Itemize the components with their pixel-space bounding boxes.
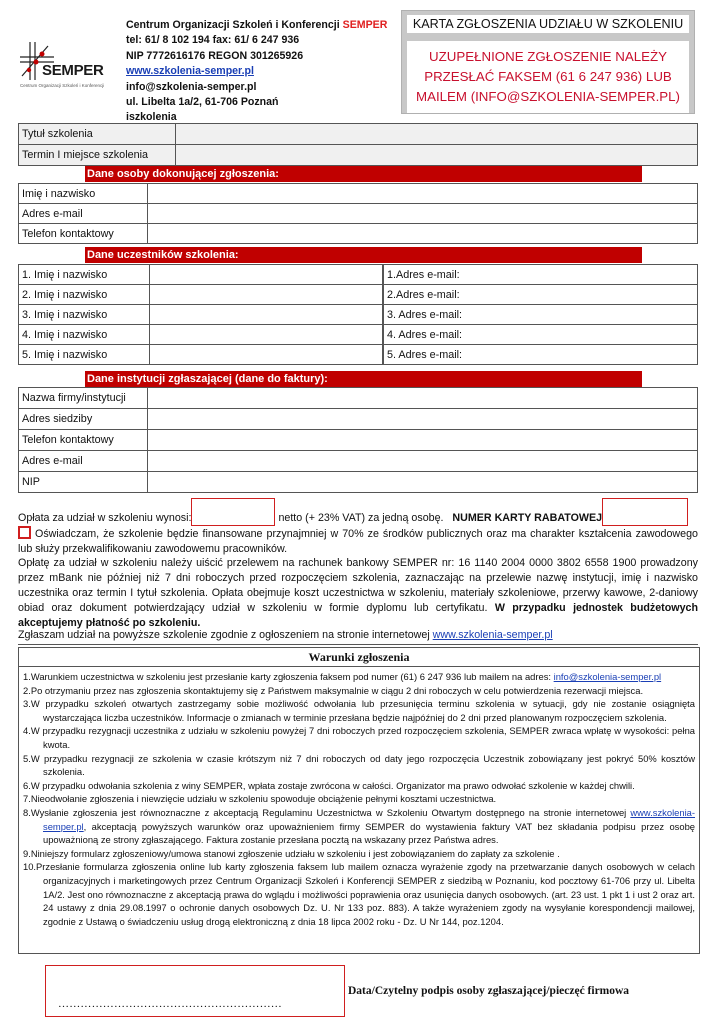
company-extra: iszkolenia	[126, 111, 177, 124]
condition-item: 10.Przesłanie formularza zgłoszenia online lub karty zgłoszenia faksem lub mailem oznacza wyrażenie zgody na przetwarzanie danych osobowych w celach organizacyjnych i marketingowych przez Centrum Organizacji Szkoleń i Konferencji SEMPER z siedzibą w Poznaniu, kod pocztowy 61-706 przy ul. Libelta 1A/2. Jest ono równoznaczne z akceptacją prawa do wglądu i możliwości poprawienia oraz usunięcia danych osobowych. (art. 23 ust. 1 pkt 1 i ust 2 oraz art. 24 ustawy z dnia 29.08.1997 o ochronie danych osobowych Dz. U. Nr 133 poz. 883). A także wyrażeniem zgody na wysyłanie korespondencji mailowej, zgodnie z Ustawą o świadczeniu usług drogą elektroniczną z dnia 18 lipca 2002 roku - Dz. U Nr 144, poz.1204.	[23, 861, 695, 927]
fee-suffix: netto (+ 23% VAT) za jedną osobę.	[275, 512, 444, 524]
participant-email-label: 2.Adres e-mail:	[387, 288, 460, 301]
institution-name-field[interactable]	[148, 388, 698, 409]
institution-address-field[interactable]	[148, 409, 698, 430]
participant-email-field[interactable]	[384, 345, 698, 365]
participant-name-label: 1. Imię i nazwisko	[19, 265, 150, 285]
participant-row	[19, 325, 698, 345]
discount-card-label: NUMER KARTY RABATOWEJ	[452, 512, 603, 524]
participants-table	[18, 264, 698, 365]
participant-name-field[interactable]	[150, 325, 383, 345]
table-row	[19, 124, 698, 145]
participant-name-label: 3. Imię i nazwisko	[19, 305, 150, 325]
payment-text: Opłatę za udział w szkoleniu należy uiścić przelewem na rachunek bankowy SEMPER nr: 16 1140 2004 0000 3802 6558 1900 prowadzony przez mBank nie później niż 7 dni roboczych przed rozpoczęciem szkolenia, zaznaczając na przelewie nazwę instytucji, imię i nazwisko uczestnika oraz termin I tytuł szkolenia. Opłata obejmuje koszt uczestnictwa w szkoleniu, materiały szkoleniowe, przerwy kawowe, 2-daniowy obiad oraz dokument potwierdzający udział w szkoleniu w formie dyplomu lub certyfikatu.	[18, 557, 698, 614]
participant-name-field[interactable]	[150, 265, 383, 285]
institution-phone-label: Telefon kontaktowy	[19, 430, 148, 451]
participant-email-field[interactable]	[384, 265, 698, 285]
condition-item: 5.W przypadku rezygnacji ze szkolenia w czasie krótszym niż 7 dni roboczych od daty jego rozpoczęcia Uczestnik zobowiązany jest pokryć 50% kosztów szkolenia.	[23, 752, 695, 778]
participant-row	[19, 345, 698, 365]
person-email-field[interactable]	[148, 204, 698, 224]
institution-email-label: Adres e-mail	[19, 451, 148, 472]
registration-website-link[interactable]: www.szkolenia-semper.pl	[432, 629, 553, 641]
participant-email-label: 3. Adres e-mail:	[387, 308, 463, 321]
company-info	[126, 18, 387, 126]
person-email-label: Adres e-mail	[19, 204, 148, 224]
participant-name-field[interactable]	[150, 345, 383, 365]
fee-label: Opłata za udział w szkoleniu wynosi:	[18, 512, 192, 524]
condition-item: 6.W przypadku odwołania szkolenia z winy SEMPER, wpłata zostaje zwrócona w całości. Organizator ma prawo odwołać szkolenie w każdej chwili.	[23, 779, 635, 791]
conditions-title: Warunki zgłoszenia	[19, 648, 699, 667]
company-phone-fax: tel: 61/ 8 102 194 fax: 61/ 6 247 936	[126, 34, 300, 47]
condition-item: 7.Nieodwołanie zgłoszenia i niewzięcie udziału w szkoleniu spowoduje obciążenie pełnymi kosztami uczestnictwa.	[23, 793, 497, 805]
section-institution-heading: Dane instytucji zgłaszającej (dane do faktury):	[85, 371, 642, 387]
table-row	[19, 472, 698, 493]
table-row	[19, 451, 698, 472]
institution-nip-label: NIP	[19, 472, 148, 493]
signature-dotted-line: ……………………………………………………	[58, 998, 282, 1010]
participant-email-label: 5. Adres e-mail:	[387, 348, 463, 361]
semper-logo	[18, 40, 118, 95]
conditions-box	[18, 647, 700, 954]
company-brand: SEMPER	[342, 19, 388, 31]
company-website-link[interactable]: www.szkolenia-semper.pl	[126, 65, 254, 78]
institution-phone-field[interactable]	[148, 430, 698, 451]
institution-name-label: Nazwa firmy/instytucji	[19, 388, 148, 409]
participant-name-label: 5. Imię i nazwisko	[19, 345, 150, 365]
condition-item: 4.W przypadku rezygnacji uczestnika z udziału w szkoleniu powyżej 7 dni roboczych przed rozpoczęciem szkolenia, SEMPER zwraca wpłatę w wysokości: pełna kwota.	[23, 725, 695, 750]
course-title-label: Tytuł szkolenia	[19, 124, 176, 145]
payment-bold-note: W przypadku jednostek budżetowych akceptujemy płatność po szkoleniu.	[18, 602, 698, 629]
course-date-place-field[interactable]	[176, 145, 698, 166]
table-row	[19, 224, 698, 244]
company-address: ul. Libelta 1a/2, 61-706 Poznań	[126, 96, 279, 109]
person-table	[18, 183, 698, 244]
participant-name-field[interactable]	[150, 305, 383, 325]
section-participants-heading: Dane uczestników szkolenia:	[85, 247, 642, 263]
course-title-field[interactable]	[176, 124, 698, 145]
company-email: info@szkolenia-semper.pl	[126, 80, 257, 93]
condition-item: 1.Warunkiem uczestnictwa w szkoleniu jest przesłanie karty zgłoszenia faksem pod numer (61) 6 247 936 lub mailem na adres: info@szkolenia-semper.pl	[23, 671, 662, 682]
participant-row	[19, 285, 698, 305]
company-name: Centrum Organizacji Szkoleń i Konferencji SEMPER	[126, 19, 388, 31]
institution-nip-field[interactable]	[148, 472, 698, 493]
institution-address-label: Adres siedziby	[19, 409, 148, 430]
payment-info	[18, 556, 698, 631]
public-funding-checkbox[interactable]	[18, 526, 31, 539]
declaration-text: Oświadczam, że szkolenie będzie finansowane przynajmniej w 70% ze środków publicznych oraz ma charakter kształcenia zawodowego lub służy przekwalifikowaniu zawodowemu pracowników.	[18, 528, 698, 555]
participant-email-field[interactable]	[384, 285, 698, 305]
fee-line	[18, 498, 698, 526]
registration-text: Zgłaszam udział na powyższe szkolenie zgodnie z ogłoszeniem na stronie internetowej	[18, 629, 433, 641]
condition-email-link[interactable]: info@szkolenia-semper.pl	[553, 671, 662, 682]
participant-row	[19, 305, 698, 325]
condition-item: 9.Niniejszy formularz zgłoszeniowy/umowa stanowi zgłoszenie udziału w szkoleniu i jest zobowiązaniem do zapłaty za szkolenie .	[23, 847, 560, 859]
fee-amount-field[interactable]	[191, 498, 275, 526]
signature-label: Data/Czytelny podpis osoby zgłaszającej/pieczęć firmowa	[348, 985, 630, 997]
table-row	[19, 184, 698, 204]
table-row	[19, 204, 698, 224]
table-row	[19, 430, 698, 451]
course-date-place-label: Termin I miejsce szkolenia	[19, 145, 176, 166]
participant-email-label: 1.Adres e-mail:	[387, 268, 460, 281]
logo-wordmark: SEMPER	[42, 62, 104, 79]
participant-name-label: 2. Imię i nazwisko	[19, 285, 150, 305]
submission-instruction: UZUPEŁNIONE ZGŁOSZENIE NALEŻY PRZESŁAĆ FAKSEM (61 6 247 936) LUB MAILEM (INFO@SZKOLENIA-SEMPER.PL)	[407, 41, 689, 113]
participant-row	[19, 265, 698, 285]
table-row	[19, 145, 698, 166]
table-row	[19, 388, 698, 409]
conditions-list	[19, 667, 699, 928]
participant-name-field[interactable]	[150, 285, 383, 305]
participant-email-field[interactable]	[384, 325, 698, 345]
condition-website-link[interactable]: www.szkolenia-semper.pl	[43, 806, 695, 832]
form-title-box	[401, 10, 695, 114]
participant-email-field[interactable]	[384, 305, 698, 325]
company-nip-regon: NIP 7772616176 REGON 301265926	[126, 49, 304, 62]
person-name-label: Imię i nazwisko	[19, 184, 148, 204]
logo-subtitle: Centrum Organizacji Szkoleń i Konferencji	[20, 83, 105, 88]
discount-card-field[interactable]	[602, 498, 688, 526]
course-table	[18, 123, 698, 166]
section-person-heading: Dane osoby dokonującej zgłoszenia:	[85, 166, 642, 182]
institution-email-field[interactable]	[148, 451, 698, 472]
condition-item: 3.W przypadku szkoleń otwartych zastrzegamy sobie możliwość odwołania lub przesunięcia terminu szkolenia w sytuacji, gdy nie zostanie osiągnięta wystarczająca liczba uczestników. Informacje o zmianach w terminie przesłana będzie najpóźniej do 2 dni przed planowanym rozpoczęciem szkolenia.	[23, 698, 695, 723]
table-row	[19, 409, 698, 430]
person-phone-label: Telefon kontaktowy	[19, 224, 148, 244]
form-title: KARTA ZGŁOSZENIA UDZIAŁU W SZKOLENIU	[407, 15, 689, 33]
person-phone-field[interactable]	[148, 224, 698, 244]
participant-email-label: 4. Adres e-mail:	[387, 328, 463, 341]
signature-box[interactable]	[45, 965, 345, 1017]
participant-name-label: 4. Imię i nazwisko	[19, 325, 150, 345]
condition-item: 2.Po otrzymaniu przez nas zgłoszenia skontaktujemy się z Państwem maksymalnie w ciągu 2 dni roboczych w celu potwierdzenia rezerwacji miejsca.	[23, 684, 644, 696]
institution-table	[18, 387, 698, 493]
person-name-field[interactable]	[148, 184, 698, 204]
public-funding-declaration	[18, 526, 698, 557]
condition-item: 8.Wysłanie zgłoszenia jest równoznaczne z akceptacją Regulaminu Uczestnictwa w Szkoleniu Otwartym dostępnego na stronie internetowej www.szkolenia-semper.pl, akceptacją powyższych warunków oraz upoważnieniem firmy SEMPER do wystawienia faktury VAT bez składania podpisu przez osobę upoważnioną ze strony zgłaszającego. Faktura zostanie przesłana pocztą na wskazany przez Państwa adres.	[23, 806, 695, 846]
registration-line	[18, 628, 698, 645]
